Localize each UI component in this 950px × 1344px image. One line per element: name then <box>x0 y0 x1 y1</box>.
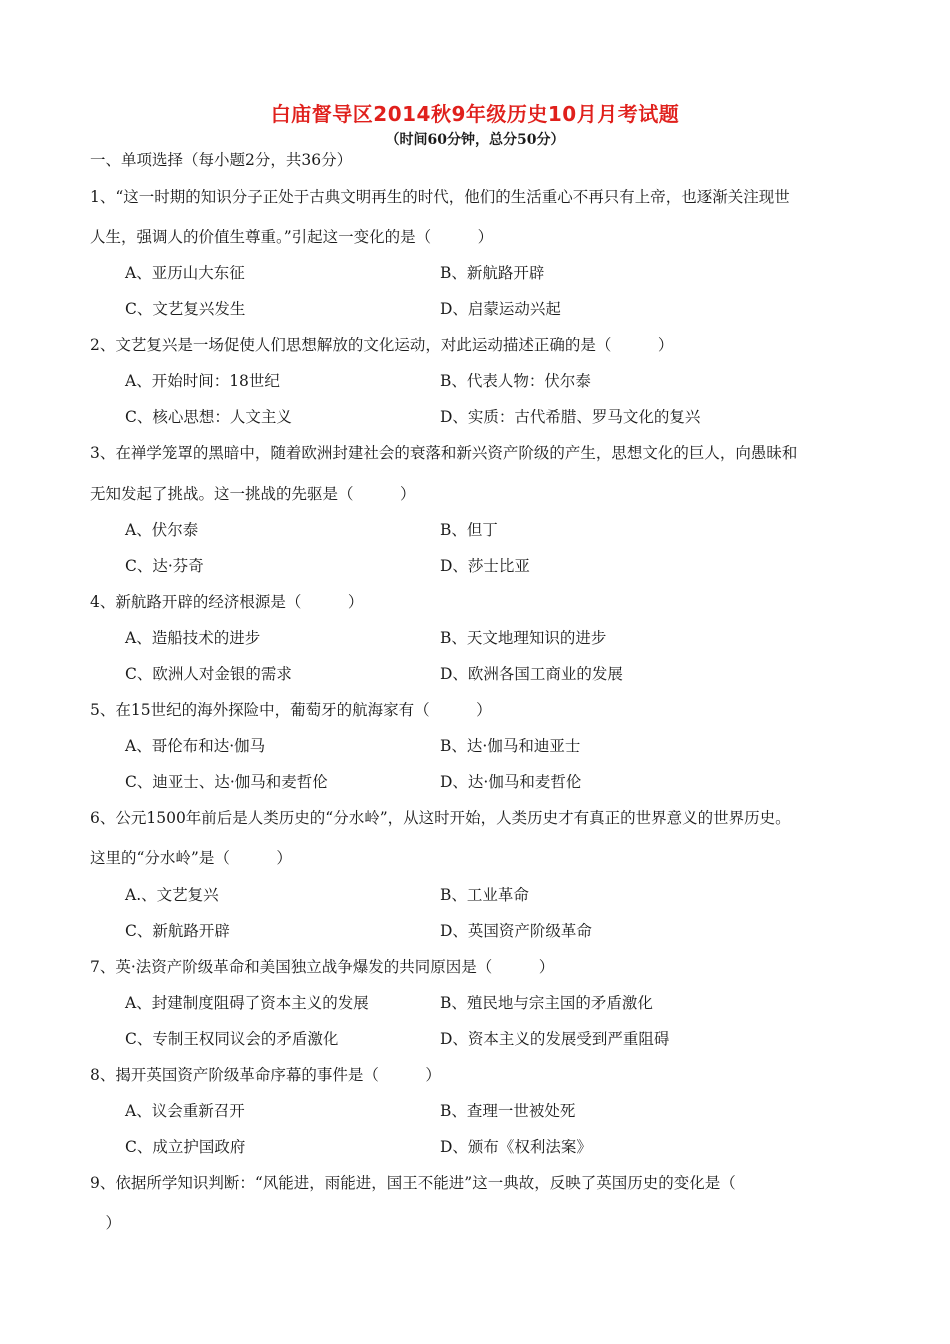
question-7-option-b: B、殖民地与宗主国的矛盾激化 <box>440 994 653 1012</box>
question-5-option-b: B、达·伽马和迪亚士 <box>440 737 581 755</box>
question-7-line-1: 7、英·法资产阶级革命和美国独立战争爆发的共同原因是（ ） <box>90 958 555 976</box>
question-9-line-1: 9、依据所学知识判断：“风能进，雨能进，国王不能进”这一典故，反映了英国历史的变化是（ <box>90 1174 736 1192</box>
question-3-line-1: 3、在禅学笼罩的黑暗中，随着欧洲封建社会的衰落和新兴资产阶级的产生，思想文化的巨人，向愚昧和 <box>90 444 798 462</box>
question-2-option-d: D、实质：古代希腊、罗马文化的复兴 <box>440 408 701 426</box>
question-1-option-b: B、新航路开辟 <box>440 264 545 282</box>
question-1-option-a: A、亚历山大东征 <box>125 264 245 282</box>
question-8-line-1: 8、揭开英国资产阶级革命序幕的事件是（ ） <box>90 1066 441 1084</box>
question-8-option-d: D、颁布《权利法案》 <box>440 1138 592 1156</box>
question-9-line-2: ） <box>90 1214 122 1232</box>
question-6-option-c: C、新航路开辟 <box>125 922 230 940</box>
question-6-option-b: B、工业革命 <box>440 886 529 904</box>
question-3-option-a: A、伏尔泰 <box>125 521 199 539</box>
question-7-option-d: D、资本主义的发展受到严重阻碍 <box>440 1030 670 1048</box>
question-2-option-c: C、核心思想：人文主义 <box>125 408 292 426</box>
question-5-option-c: C、迪亚士、达·伽马和麦哲伦 <box>125 773 328 791</box>
question-4-line-1: 4、新航路开辟的经济根源是（ ） <box>90 593 364 611</box>
section-heading: 一、单项选择（每小题2分，共36分） <box>90 151 353 169</box>
question-5-option-d: D、达·伽马和麦哲伦 <box>440 773 582 791</box>
question-6-option-d: D、英国资产阶级革命 <box>440 922 592 940</box>
question-1-option-d: D、启蒙运动兴起 <box>440 300 561 318</box>
question-4-option-c: C、欧洲人对金银的需求 <box>125 665 292 683</box>
question-1-line-1: 1、“这一时期的知识分子正处于古典文明再生的时代，他们的生活重心不再只有上帝，也逐渐关注现世 <box>90 188 790 206</box>
question-5-line-1: 5、在15世纪的海外探险中，葡萄牙的航海家有（ ） <box>90 701 492 719</box>
question-7-option-c: C、专制王权同议会的矛盾激化 <box>125 1030 339 1048</box>
question-1-line-2: 人生，强调人的价值生尊重。”引起这一变化的是（ ） <box>90 228 494 246</box>
question-4-option-b: B、天文地理知识的进步 <box>440 629 607 647</box>
question-3-option-c: C、达·芬奇 <box>125 557 204 575</box>
question-3-option-d: D、莎士比亚 <box>440 557 530 575</box>
question-6-option-a: A.、文艺复兴 <box>125 886 219 904</box>
question-2-option-b: B、代表人物：伏尔泰 <box>440 372 591 390</box>
exam-subtitle: （时间60分钟，总分50分） <box>385 132 565 148</box>
question-6-line-2: 这里的“分水岭”是（ ） <box>90 849 292 867</box>
question-2-line-1: 2、文艺复兴是一场促使人们思想解放的文化运动，对此运动描述正确的是（ ） <box>90 336 674 354</box>
question-4-option-d: D、欧洲各国工商业的发展 <box>440 665 623 683</box>
question-8-option-b: B、查理一世被处死 <box>440 1102 576 1120</box>
question-3-option-b: B、但丁 <box>440 521 498 539</box>
question-1-option-c: C、文艺复兴发生 <box>125 300 246 318</box>
question-4-option-a: A、造船技术的进步 <box>125 629 261 647</box>
question-8-option-c: C、成立护国政府 <box>125 1138 246 1156</box>
question-2-option-a: A、开始时间：18世纪 <box>125 372 280 390</box>
question-6-line-1: 6、公元1500年前后是人类历史的“分水岭”，从这时开始，人类历史才有真正的世界意义的世界历史。 <box>90 809 791 827</box>
question-8-option-a: A、议会重新召开 <box>125 1102 245 1120</box>
question-3-line-2: 无知发起了挑战。这一挑战的先驱是（ ） <box>90 485 416 503</box>
question-7-option-a: A、封建制度阻碍了资本主义的发展 <box>125 994 369 1012</box>
exam-title: 白庙督导区2014秋9年级历史10月月考试题 <box>270 102 680 126</box>
question-5-option-a: A、哥伦布和达·伽马 <box>125 737 266 755</box>
